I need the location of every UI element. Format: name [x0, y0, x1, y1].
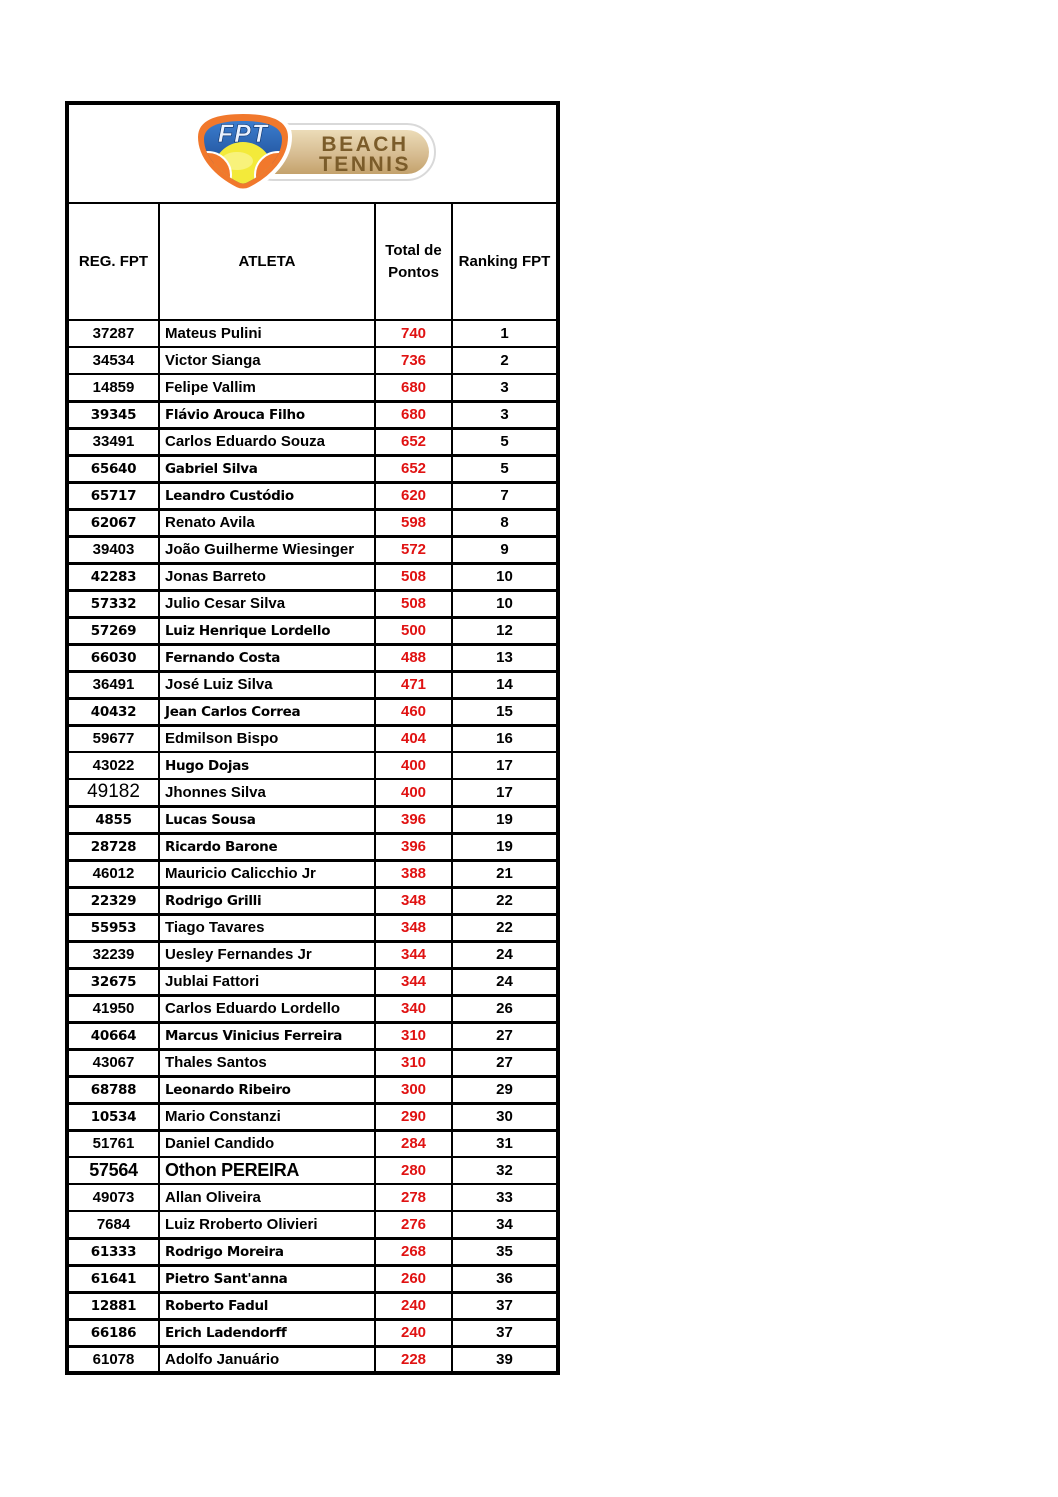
- athlete-name-cell: Leandro Custódio: [159, 482, 375, 509]
- total-points-cell: 300: [375, 1076, 452, 1103]
- ranking-row: [67, 1265, 558, 1292]
- logo-row: [67, 103, 558, 203]
- total-points-cell: 396: [375, 806, 452, 833]
- ranking-cell: 39: [452, 1346, 558, 1373]
- ranking-cell: 15: [452, 698, 558, 725]
- athlete-name-cell: Gabriel Silva: [159, 455, 375, 482]
- ranking-cell: 29: [452, 1076, 558, 1103]
- ranking-cell: 31: [452, 1130, 558, 1157]
- ranking-cell: 5: [452, 428, 558, 455]
- total-points-cell: 471: [375, 671, 452, 698]
- reg-fpt-cell: 28728: [67, 833, 159, 860]
- ranking-row: [67, 455, 558, 482]
- total-points-cell: 268: [375, 1238, 452, 1265]
- reg-fpt-cell: 40432: [67, 698, 159, 725]
- ranking-row: [67, 1346, 558, 1373]
- ranking-cell: 12: [452, 617, 558, 644]
- athlete-name-cell: Jhonnes Silva: [159, 779, 375, 806]
- total-points-cell: 276: [375, 1211, 452, 1238]
- column-header-row: [67, 203, 558, 320]
- athlete-name-cell: Jublai Fattori: [159, 968, 375, 995]
- ranking-row: [67, 1076, 558, 1103]
- total-points-cell: 652: [375, 455, 452, 482]
- reg-fpt-cell: 51761: [67, 1130, 159, 1157]
- ranking-row: [67, 347, 558, 374]
- ranking-cell: 14: [452, 671, 558, 698]
- ranking-row: [67, 644, 558, 671]
- reg-fpt-cell: 59677: [67, 725, 159, 752]
- reg-fpt-cell: 49073: [67, 1184, 159, 1211]
- ranking-row: [67, 374, 558, 401]
- athlete-name-cell: Victor Sianga: [159, 347, 375, 374]
- logo-text-tennis: TENNIS: [318, 153, 411, 176]
- reg-fpt-cell: 42283: [67, 563, 159, 590]
- reg-fpt-cell: 65640: [67, 455, 159, 482]
- ranking-cell: 1: [452, 320, 558, 347]
- reg-fpt-cell: 57269: [67, 617, 159, 644]
- total-points-cell: 396: [375, 833, 452, 860]
- athlete-name-cell: Hugo Dojas: [159, 752, 375, 779]
- ranking-row: [67, 698, 558, 725]
- ranking-row: [67, 563, 558, 590]
- ranking-cell: 7: [452, 482, 558, 509]
- column-header-ranking-fpt: Ranking FPT: [452, 203, 558, 320]
- athlete-name-cell: Uesley Fernandes Jr: [159, 941, 375, 968]
- ranking-cell: 19: [452, 833, 558, 860]
- ranking-row: [67, 1292, 558, 1319]
- total-points-cell: 680: [375, 374, 452, 401]
- total-points-cell: 572: [375, 536, 452, 563]
- athlete-name-cell: Allan Oliveira: [159, 1184, 375, 1211]
- total-points-cell: 598: [375, 509, 452, 536]
- ranking-row: [67, 995, 558, 1022]
- total-points-cell: 310: [375, 1022, 452, 1049]
- reg-fpt-cell: 61078: [67, 1346, 159, 1373]
- total-points-cell: 652: [375, 428, 452, 455]
- total-points-cell: 310: [375, 1049, 452, 1076]
- ranking-cell: 5: [452, 455, 558, 482]
- reg-fpt-cell: 66030: [67, 644, 159, 671]
- total-points-cell: 740: [375, 320, 452, 347]
- reg-fpt-cell: 34534: [67, 347, 159, 374]
- athlete-name-cell: João Guilherme Wiesinger: [159, 536, 375, 563]
- ranking-row: [67, 1130, 558, 1157]
- athlete-name-cell: Ricardo Barone: [159, 833, 375, 860]
- ranking-cell: 35: [452, 1238, 558, 1265]
- athlete-name-cell: José Luiz Silva: [159, 671, 375, 698]
- ranking-cell: 3: [452, 401, 558, 428]
- ranking-cell: 10: [452, 590, 558, 617]
- athlete-name-cell: Pietro Sant'anna: [159, 1265, 375, 1292]
- ranking-cell: 37: [452, 1319, 558, 1346]
- ranking-cell: 32: [452, 1157, 558, 1184]
- ranking-row: [67, 509, 558, 536]
- reg-fpt-cell: 4855: [67, 806, 159, 833]
- ranking-cell: 17: [452, 779, 558, 806]
- ranking-row: [67, 617, 558, 644]
- athlete-name-cell: Daniel Candido: [159, 1130, 375, 1157]
- ranking-cell: 19: [452, 806, 558, 833]
- ranking-row: [67, 1049, 558, 1076]
- column-header-reg-fpt: REG. FPT: [67, 203, 159, 320]
- reg-fpt-cell: 61333: [67, 1238, 159, 1265]
- ranking-body: [67, 320, 558, 1373]
- total-points-cell: 680: [375, 401, 452, 428]
- ranking-cell: 8: [452, 509, 558, 536]
- athlete-name-cell: Fernando Costa: [159, 644, 375, 671]
- ranking-cell: 16: [452, 725, 558, 752]
- column-header-atleta: ATLETA: [159, 203, 375, 320]
- athlete-name-cell: Carlos Eduardo Souza: [159, 428, 375, 455]
- reg-fpt-cell: 40664: [67, 1022, 159, 1049]
- total-points-cell: 340: [375, 995, 452, 1022]
- ranking-cell: 30: [452, 1103, 558, 1130]
- fpt-beach-tennis-logo-image: [187, 109, 439, 193]
- ranking-cell: 9: [452, 536, 558, 563]
- athlete-name-cell: Jean Carlos Correa: [159, 698, 375, 725]
- athlete-name-cell: Carlos Eduardo Lordello: [159, 995, 375, 1022]
- logo-text-fpt: FPT: [217, 120, 268, 148]
- ranking-cell: 22: [452, 887, 558, 914]
- ranking-cell: 22: [452, 914, 558, 941]
- total-points-cell: 508: [375, 563, 452, 590]
- reg-fpt-cell: 22329: [67, 887, 159, 914]
- logo-cell: [67, 103, 558, 203]
- ranking-cell: 27: [452, 1022, 558, 1049]
- total-points-cell: 736: [375, 347, 452, 374]
- ranking-row: [67, 482, 558, 509]
- reg-fpt-cell: 66186: [67, 1319, 159, 1346]
- athlete-name-cell: Marcus Vinicius Ferreira: [159, 1022, 375, 1049]
- athlete-name-cell: Edmilson Bispo: [159, 725, 375, 752]
- reg-fpt-cell: 43067: [67, 1049, 159, 1076]
- reg-fpt-cell: 43022: [67, 752, 159, 779]
- ranking-row: [67, 1211, 558, 1238]
- ranking-row: [67, 1022, 558, 1049]
- ranking-row: [67, 860, 558, 887]
- ranking-row: [67, 1184, 558, 1211]
- total-points-cell: 460: [375, 698, 452, 725]
- ranking-cell: 13: [452, 644, 558, 671]
- athlete-name-cell: Mateus Pulini: [159, 320, 375, 347]
- reg-fpt-cell: 10534: [67, 1103, 159, 1130]
- ranking-cell: 33: [452, 1184, 558, 1211]
- ranking-cell: 17: [452, 752, 558, 779]
- total-points-cell: 404: [375, 725, 452, 752]
- ranking-row: [67, 320, 558, 347]
- athlete-name-cell: Rodrigo Moreira: [159, 1238, 375, 1265]
- ranking-row: [67, 590, 558, 617]
- reg-fpt-cell: 7684: [67, 1211, 159, 1238]
- ranking-row: [67, 1319, 558, 1346]
- total-points-cell: 488: [375, 644, 452, 671]
- total-points-cell: 348: [375, 887, 452, 914]
- reg-fpt-cell: 36491: [67, 671, 159, 698]
- ranking-row: [67, 1157, 558, 1184]
- total-points-cell: 278: [375, 1184, 452, 1211]
- reg-fpt-cell: 55953: [67, 914, 159, 941]
- total-points-cell: 280: [375, 1157, 452, 1184]
- total-points-cell: 284: [375, 1130, 452, 1157]
- fpt-beach-tennis-logo: [187, 109, 439, 193]
- reg-fpt-cell: 12881: [67, 1292, 159, 1319]
- athlete-name-cell: Leonardo Ribeiro: [159, 1076, 375, 1103]
- total-points-cell: 240: [375, 1319, 452, 1346]
- ranking-cell: 3: [452, 374, 558, 401]
- ranking-row: [67, 968, 558, 995]
- ranking-row: [67, 1238, 558, 1265]
- reg-fpt-cell: 62067: [67, 509, 159, 536]
- athlete-name-cell: Lucas Sousa: [159, 806, 375, 833]
- ranking-cell: 24: [452, 968, 558, 995]
- ranking-row: [67, 725, 558, 752]
- total-points-cell: 348: [375, 914, 452, 941]
- total-points-cell: 400: [375, 779, 452, 806]
- reg-fpt-cell: 32675: [67, 968, 159, 995]
- ranking-cell: 24: [452, 941, 558, 968]
- reg-fpt-cell: 46012: [67, 860, 159, 887]
- athlete-name-cell: Julio Cesar Silva: [159, 590, 375, 617]
- athlete-name-cell: Felipe Vallim: [159, 374, 375, 401]
- reg-fpt-cell: 57332: [67, 590, 159, 617]
- ranking-cell: 10: [452, 563, 558, 590]
- total-points-cell: 344: [375, 941, 452, 968]
- ranking-cell: 34: [452, 1211, 558, 1238]
- athlete-name-cell: Roberto Fadul: [159, 1292, 375, 1319]
- reg-fpt-cell: 32239: [67, 941, 159, 968]
- athlete-name-cell: Erich Ladendorff: [159, 1319, 375, 1346]
- ranking-row: [67, 536, 558, 563]
- ranking-row: [67, 941, 558, 968]
- ranking-row: [67, 806, 558, 833]
- athlete-name-cell: Luiz Henrique Lordello: [159, 617, 375, 644]
- column-header-total-pontos: Total de Pontos: [375, 203, 452, 320]
- athlete-name-cell: Renato Avila: [159, 509, 375, 536]
- reg-fpt-cell: 65717: [67, 482, 159, 509]
- ranking-row: [67, 428, 558, 455]
- ranking-row: [67, 887, 558, 914]
- athlete-name-cell: Mauricio Calicchio Jr: [159, 860, 375, 887]
- reg-fpt-cell: 37287: [67, 320, 159, 347]
- reg-fpt-cell: 39345: [67, 401, 159, 428]
- reg-fpt-cell: 68788: [67, 1076, 159, 1103]
- athlete-name-cell: Adolfo Januário: [159, 1346, 375, 1373]
- ranking-cell: 36: [452, 1265, 558, 1292]
- ranking-cell: 37: [452, 1292, 558, 1319]
- total-points-cell: 500: [375, 617, 452, 644]
- athlete-name-cell: Tiago Tavares: [159, 914, 375, 941]
- reg-fpt-cell: 57564: [67, 1157, 159, 1184]
- ranking-cell: 21: [452, 860, 558, 887]
- reg-fpt-cell: 41950: [67, 995, 159, 1022]
- ranking-table: [65, 101, 560, 1375]
- athlete-name-cell: Thales Santos: [159, 1049, 375, 1076]
- athlete-name-cell: Othon PEREIRA: [159, 1157, 375, 1184]
- ranking-row: [67, 833, 558, 860]
- ranking-cell: 26: [452, 995, 558, 1022]
- ranking-row: [67, 401, 558, 428]
- ranking-cell: 2: [452, 347, 558, 374]
- ranking-row: [67, 779, 558, 806]
- total-points-cell: 508: [375, 590, 452, 617]
- athlete-name-cell: Jonas Barreto: [159, 563, 375, 590]
- logo-text-beach: BEACH: [320, 133, 409, 156]
- ranking-row: [67, 752, 558, 779]
- athlete-name-cell: Rodrigo Grilli: [159, 887, 375, 914]
- total-points-cell: 400: [375, 752, 452, 779]
- athlete-name-cell: Flávio Arouca Filho: [159, 401, 375, 428]
- ranking-row: [67, 1103, 558, 1130]
- total-points-cell: 388: [375, 860, 452, 887]
- reg-fpt-cell: 33491: [67, 428, 159, 455]
- athlete-name-cell: Mario Constanzi: [159, 1103, 375, 1130]
- ranking-row: [67, 914, 558, 941]
- total-points-cell: 290: [375, 1103, 452, 1130]
- ranking-cell: 27: [452, 1049, 558, 1076]
- reg-fpt-cell: 49182: [67, 779, 159, 806]
- reg-fpt-cell: 14859: [67, 374, 159, 401]
- total-points-cell: 620: [375, 482, 452, 509]
- reg-fpt-cell: 61641: [67, 1265, 159, 1292]
- athlete-name-cell: Luiz Rroberto Olivieri: [159, 1211, 375, 1238]
- total-points-cell: 228: [375, 1346, 452, 1373]
- reg-fpt-cell: 39403: [67, 536, 159, 563]
- total-points-cell: 344: [375, 968, 452, 995]
- total-points-cell: 240: [375, 1292, 452, 1319]
- total-points-cell: 260: [375, 1265, 452, 1292]
- ranking-row: [67, 671, 558, 698]
